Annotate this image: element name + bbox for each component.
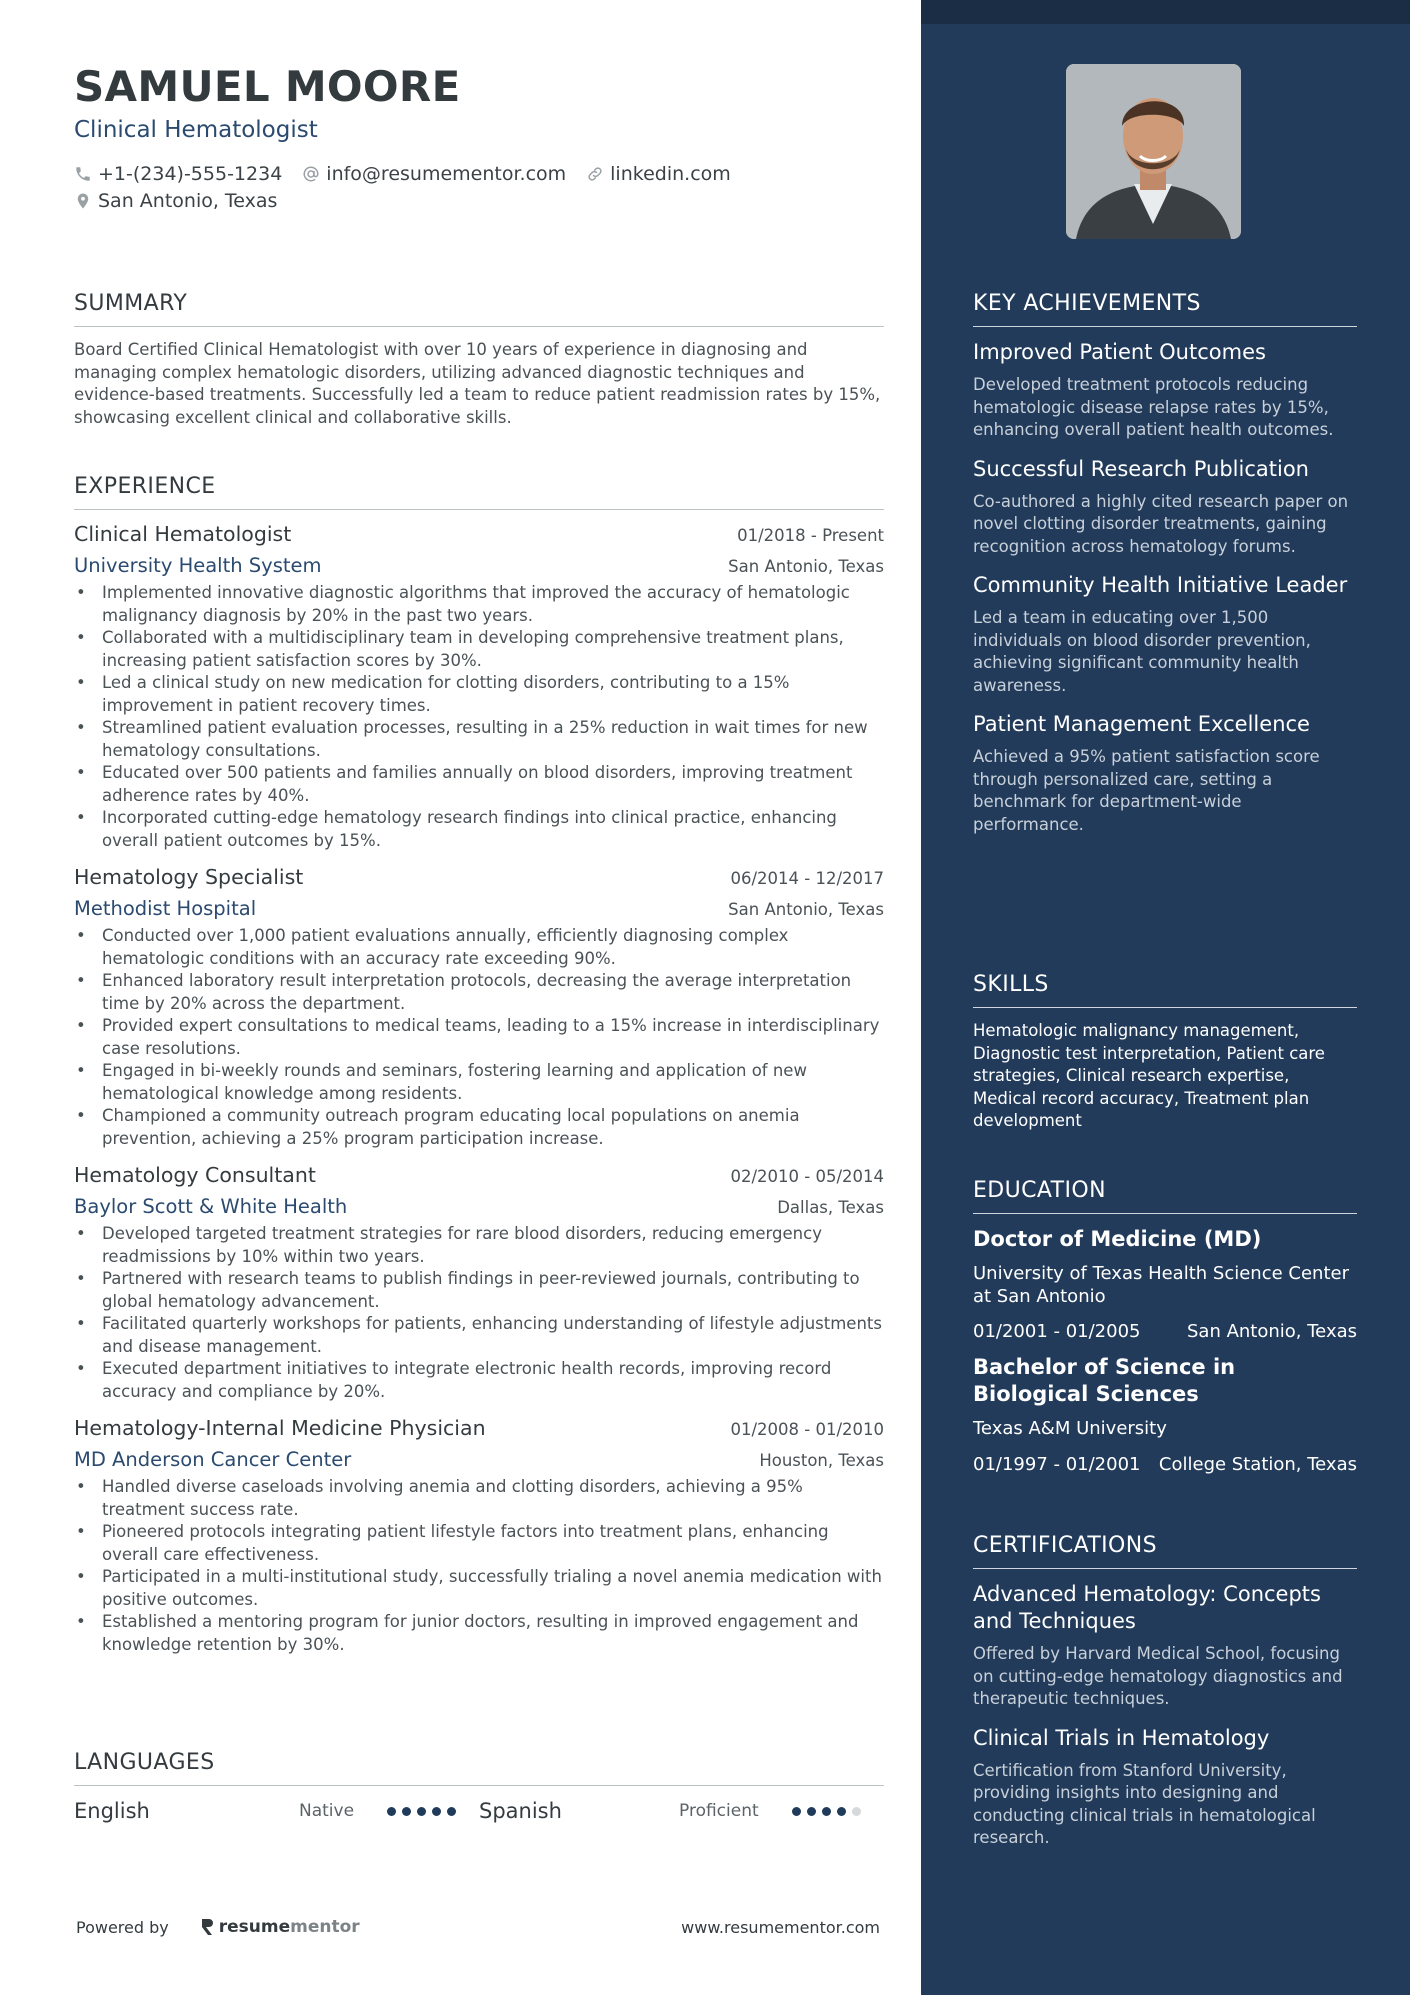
job-dates: 06/2014 - 12/2017 bbox=[730, 869, 884, 888]
language-level: Proficient bbox=[679, 1801, 759, 1821]
summary-heading: SUMMARY bbox=[74, 291, 884, 327]
brand-bold: resume bbox=[218, 1917, 291, 1937]
profile-photo bbox=[1066, 64, 1241, 239]
experience-section bbox=[74, 474, 884, 1656]
education-dates: 01/2001 - 01/2005 bbox=[973, 1321, 1141, 1342]
achievements-section bbox=[973, 291, 1357, 836]
languages-heading: LANGUAGES bbox=[74, 1750, 884, 1786]
experience-heading: EXPERIENCE bbox=[74, 474, 884, 510]
linkedin-text: linkedin.com bbox=[610, 162, 731, 185]
job-bullets bbox=[74, 1476, 884, 1656]
certification-item bbox=[973, 1725, 1357, 1850]
bullet-item: • Streamlined patient evaluation processes, resulting in a 25% reduction in wait times for new hematology consultations. bbox=[74, 717, 884, 762]
powered-by-label: Powered by bbox=[76, 1917, 169, 1937]
achievement-item bbox=[973, 339, 1357, 442]
candidate-title: Clinical Hematologist bbox=[74, 117, 318, 143]
job-organization: Baylor Scott & White Health bbox=[74, 1195, 348, 1218]
certifications-section bbox=[973, 1533, 1357, 1850]
powered-by bbox=[76, 1917, 360, 1937]
phone-text: +1-(234)-555-1234 bbox=[98, 162, 283, 185]
skills-section bbox=[973, 972, 1357, 1133]
job-role: Clinical Hematologist bbox=[74, 522, 292, 546]
brand-light: mentor bbox=[290, 1917, 360, 1937]
bullet-item: • Collaborated with a multidisciplinary team in developing comprehensive treatment plans, increasing patient satisfaction scores by 30%. bbox=[74, 627, 884, 672]
language-level: Native bbox=[299, 1801, 355, 1821]
job-location: Dallas, Texas bbox=[777, 1198, 884, 1217]
achievement-text: Achieved a 95% patient satisfaction score through personalized care, setting a benchmark for department-wide performance. bbox=[973, 747, 1320, 834]
job-bullets bbox=[74, 582, 884, 852]
education-dates: 01/1997 - 01/2001 bbox=[973, 1453, 1141, 1475]
contact-info bbox=[74, 160, 751, 214]
portrait-image bbox=[1066, 64, 1241, 239]
achievement-item bbox=[973, 572, 1357, 697]
bullet-item: • Pioneered protocols integrating patient lifestyle factors into treatment plans, enhancing overall care effectiveness. bbox=[74, 1521, 884, 1566]
job-entry bbox=[74, 865, 884, 1150]
job-entry bbox=[74, 522, 884, 852]
achievement-item bbox=[973, 711, 1357, 836]
bullet-item: • Championed a community outreach program educating local populations on anemia prevention, achieving a 25% program participation increase. bbox=[74, 1105, 884, 1150]
education-item bbox=[973, 1354, 1357, 1475]
achievement-text: Developed treatment protocols reducing hematologic disease relapse rates by 15%, enhancing overall patient health outcomes. bbox=[973, 375, 1334, 439]
linkedin-item[interactable] bbox=[586, 163, 731, 185]
bullet-item: • Led a clinical study on new medication for clotting disorders, contributing to a 15% improvement in patient recovery times. bbox=[74, 672, 884, 717]
achievement-text: Led a team in educating over 1,500 individuals on blood disorder prevention, achieving significant community health awareness. bbox=[973, 608, 1311, 695]
brand-mark-icon bbox=[199, 1917, 215, 1937]
achievement-title: Patient Management Excellence bbox=[973, 712, 1310, 736]
education-location: College Station, Texas bbox=[1158, 1453, 1357, 1475]
sidebar-top-bar bbox=[921, 0, 1410, 24]
phone-icon bbox=[74, 165, 92, 183]
rating-dot bbox=[852, 1807, 861, 1816]
email-item[interactable] bbox=[302, 163, 566, 185]
languages-list bbox=[74, 1796, 884, 1826]
bullet-item: • Conducted over 1,000 patient evaluations annually, efficiently diagnosing complex hematologic conditions with an accuracy rate exceeding 90%. bbox=[74, 925, 884, 970]
rating-dot bbox=[792, 1807, 801, 1816]
bullet-item: • Educated over 500 patients and families annually on blood disorders, improving treatment adherence rates by 40%. bbox=[74, 762, 884, 807]
bullet-item: • Partnered with research teams to publish findings in peer-reviewed journals, contributing to global hematology advancement. bbox=[74, 1268, 884, 1313]
language-rating bbox=[387, 1807, 462, 1816]
job-dates: 01/2008 - 01/2010 bbox=[730, 1420, 884, 1439]
email-text: info@resumementor.com bbox=[326, 162, 567, 185]
bullet-item: • Incorporated cutting-edge hematology research findings into clinical practice, enhancing overall patient outcomes by 15%. bbox=[74, 807, 884, 852]
job-organization: Methodist Hospital bbox=[74, 897, 257, 920]
bullet-item: • Executed department initiatives to integrate electronic health records, improving record accuracy and compliance by 20%. bbox=[74, 1358, 884, 1403]
bullet-item: • Established a mentoring program for junior doctors, resulting in improved engagement and knowledge retention by 30%. bbox=[74, 1611, 884, 1656]
phone-item[interactable] bbox=[74, 163, 282, 185]
language-name: English bbox=[74, 1799, 150, 1823]
education-school: University of Texas Health Science Center at San Antonio bbox=[973, 1263, 1349, 1307]
job-location: San Antonio, Texas bbox=[728, 557, 884, 576]
bullet-item: • Enhanced laboratory result interpretation protocols, decreasing the average interpretation time by 20% across the department. bbox=[74, 970, 884, 1015]
education-location: San Antonio, Texas bbox=[1187, 1321, 1357, 1342]
achievement-item bbox=[973, 456, 1357, 559]
certification-text: Certification from Stanford University, providing insights into designing and conducting clinical trials in hematological research. bbox=[973, 1760, 1316, 1847]
job-bullets bbox=[74, 925, 884, 1150]
language-item bbox=[74, 1799, 479, 1823]
job-bullets bbox=[74, 1223, 884, 1403]
rating-dot bbox=[417, 1807, 426, 1816]
bullet-item: • Participated in a multi-institutional study, successfully trialing a novel anemia medication with positive outcomes. bbox=[74, 1566, 884, 1611]
job-role: Hematology-Internal Medicine Physician bbox=[74, 1416, 486, 1440]
education-school: Texas A&M University bbox=[973, 1418, 1167, 1439]
education-section bbox=[973, 1178, 1357, 1475]
rating-dot bbox=[402, 1807, 411, 1816]
bullet-item: • Implemented innovative diagnostic algorithms that improved the accuracy of hematologic malignancy diagnosis by 20% in the past two years. bbox=[74, 582, 884, 627]
location-item bbox=[74, 190, 277, 212]
summary-text: Board Certified Clinical Hematologist with over 10 years of experience in diagnosing and managing complex hematologic disorders, utilizing advanced diagnostic techniques and evidence-based treatments. Successfully led a team to reduce patient readmission rates by 15%, showcasing excellent clinical and collaborative skills. bbox=[74, 340, 881, 427]
achievements-heading: KEY ACHIEVEMENTS bbox=[973, 291, 1357, 327]
certification-title: Advanced Hematology: Concepts and Techniques bbox=[973, 1582, 1321, 1633]
certifications-heading: CERTIFICATIONS bbox=[973, 1533, 1357, 1569]
bullet-item: • Handled diverse caseloads involving anemia and clotting disorders, achieving a 95% treatment success rate. bbox=[74, 1476, 884, 1521]
rating-dot bbox=[822, 1807, 831, 1816]
job-organization: MD Anderson Cancer Center bbox=[74, 1448, 352, 1471]
job-dates: 02/2010 - 05/2014 bbox=[730, 1167, 884, 1186]
summary-section bbox=[74, 291, 884, 429]
brand-logo[interactable] bbox=[199, 1917, 360, 1937]
language-name: Spanish bbox=[479, 1799, 562, 1823]
achievement-title: Community Health Initiative Leader bbox=[973, 573, 1348, 597]
rating-dot bbox=[837, 1807, 846, 1816]
languages-section bbox=[74, 1750, 884, 1826]
candidate-name: SAMUEL MOORE bbox=[74, 62, 461, 111]
job-location: Houston, Texas bbox=[759, 1451, 884, 1470]
education-item bbox=[973, 1226, 1357, 1342]
education-degree: Doctor of Medicine (MD) bbox=[973, 1227, 1262, 1251]
job-role: Hematology Consultant bbox=[74, 1163, 316, 1187]
job-location: San Antonio, Texas bbox=[728, 900, 884, 919]
achievement-title: Successful Research Publication bbox=[973, 456, 1309, 481]
location-pin-icon bbox=[74, 192, 92, 210]
rating-dot bbox=[387, 1807, 396, 1816]
job-role: Hematology Specialist bbox=[74, 865, 304, 889]
page-footer bbox=[76, 1917, 880, 1937]
certification-item bbox=[973, 1581, 1357, 1711]
link-icon bbox=[586, 165, 604, 183]
job-entry bbox=[74, 1163, 884, 1403]
sidebar bbox=[921, 0, 1410, 1995]
bullet-item: • Engaged in bi-weekly rounds and seminars, fostering learning and application of new hematological knowledge among residents. bbox=[74, 1060, 884, 1105]
job-organization: University Health System bbox=[74, 554, 322, 577]
certification-title: Clinical Trials in Hematology bbox=[973, 1725, 1270, 1750]
rating-dot bbox=[447, 1807, 456, 1816]
rating-dot bbox=[807, 1807, 816, 1816]
skills-heading: SKILLS bbox=[973, 972, 1357, 1008]
bullet-item: • Provided expert consultations to medical teams, leading to a 15% increase in interdisciplinary case resolutions. bbox=[74, 1015, 884, 1060]
skills-text: Hematologic malignancy management, Diagnostic test interpretation, Patient care strategies, Clinical research expertise, Medical record accuracy, Treatment plan development bbox=[973, 1021, 1325, 1130]
bullet-item: • Developed targeted treatment strategies for rare blood disorders, reducing emergency readmissions by 10% within two years. bbox=[74, 1223, 884, 1268]
achievement-text: Co-authored a highly cited research paper on novel clotting disorder treatments, gaining recognition across hematology forums. bbox=[973, 491, 1349, 556]
achievement-title: Improved Patient Outcomes bbox=[973, 340, 1266, 364]
job-entry bbox=[74, 1416, 884, 1656]
education-heading: EDUCATION bbox=[973, 1178, 1357, 1214]
certification-text: Offered by Harvard Medical School, focusing on cutting-edge hematology diagnostics and therapeutic techniques. bbox=[973, 1644, 1343, 1708]
location-text: San Antonio, Texas bbox=[98, 189, 278, 212]
education-degree: Bachelor of Science in Biological Sciences bbox=[973, 1355, 1236, 1406]
language-rating bbox=[792, 1807, 867, 1816]
job-dates: 01/2018 - Present bbox=[737, 526, 884, 545]
at-icon bbox=[302, 165, 320, 183]
language-item bbox=[479, 1799, 884, 1823]
rating-dot bbox=[432, 1807, 441, 1816]
bullet-item: • Facilitated quarterly workshops for patients, enhancing understanding of lifestyle adjustments and disease management. bbox=[74, 1313, 884, 1358]
website-link[interactable]: www.resumementor.com bbox=[681, 1917, 880, 1937]
